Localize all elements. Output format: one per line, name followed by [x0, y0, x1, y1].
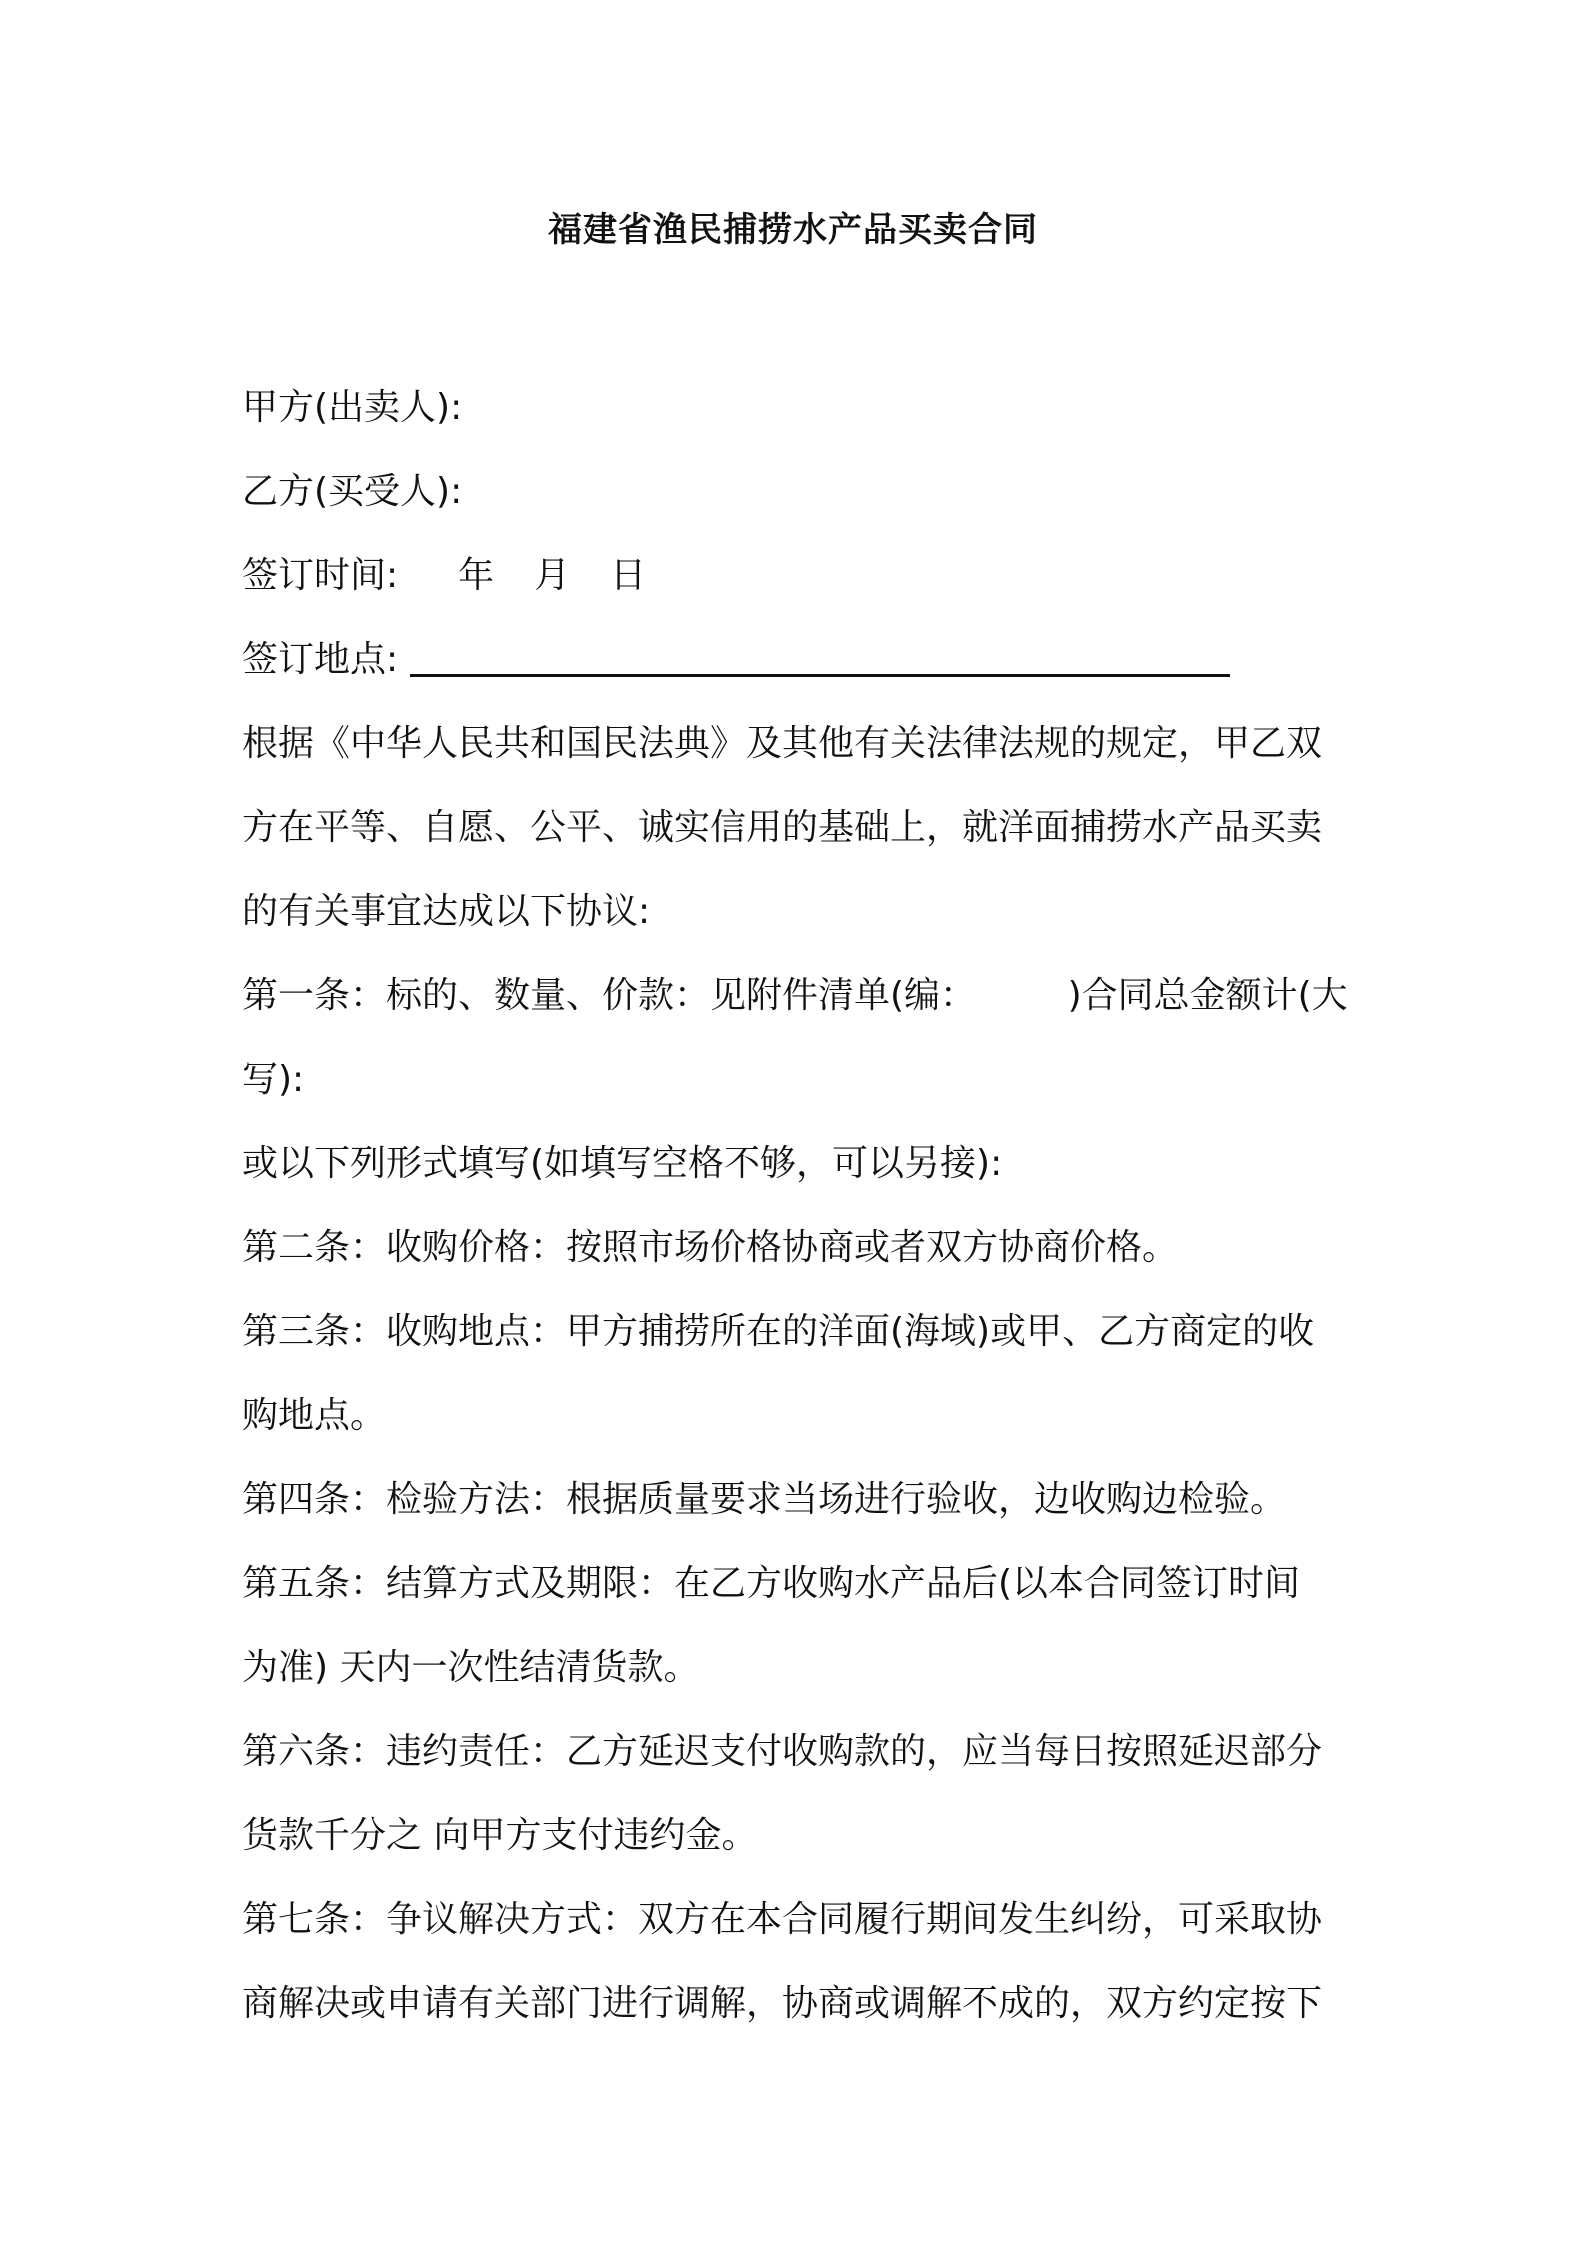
- article-5-line: 第五条：结算方式及期限：在乙方收购水产品后(以本合同签订时间: [242, 1563, 1301, 1604]
- paragraph-line: 根据《中华人民共和国民法典》及其他有关法律法规的规定，甲乙双: [242, 723, 1323, 764]
- sign-time-year: 年: [458, 555, 495, 596]
- sign-place-label: 签订地点:: [242, 639, 399, 680]
- article-3-line: 第三条：收购地点：甲方捕捞所在的洋面(海域)或甲、乙方商定的收: [242, 1311, 1315, 1352]
- fill-note-line: 或以下列形式填写(如填写空格不够，可以另接):: [242, 1143, 1003, 1184]
- article-4-line: 第四条：检验方法：根据质量要求当场进行验收，边收购边检验。: [242, 1479, 1287, 1520]
- article-7-line: 商解决或申请有关部门进行调解，协商或调解不成的，双方约定按下: [242, 1983, 1323, 2024]
- sign-time-label: 签订时间:: [242, 555, 399, 596]
- sign-place-line: [242, 618, 1356, 702]
- article-2-line: 第二条：收购价格：按照市场价格协商或者双方协商价格。: [242, 1227, 1179, 1268]
- article-5-line: 为准) 天内一次性结清货款。: [242, 1647, 700, 1688]
- sign-time-day: 日: [610, 555, 647, 596]
- article-1-line: 写):: [242, 1059, 305, 1100]
- contract-body: [242, 366, 1356, 2046]
- article-6-line: 货款千分之 向甲方支付违约金。: [242, 1815, 758, 1856]
- document-title: 福建省渔民捕捞水产品买卖合同: [548, 210, 1038, 250]
- paragraph-line: 的有关事宜达成以下协议:: [242, 891, 651, 932]
- paragraph-line: 方在平等、自愿、公平、诚实信用的基础上，就洋面捕捞水产品买卖: [242, 807, 1323, 848]
- party-b-line: 乙方(买受人):: [242, 471, 463, 512]
- sign-place-blank-underline: [410, 644, 1230, 677]
- article-3-line: 购地点。: [242, 1395, 387, 1436]
- article-6-line: 第六条：违约责任：乙方延迟支付收购款的，应当每日按照延迟部分: [242, 1731, 1323, 1772]
- sign-time-line: [242, 534, 1356, 618]
- article-1-line: 第一条：标的、数量、价款：见附件清单(编： )合同总金额计(大: [242, 975, 1348, 1016]
- article-7-line: 第七条：争议解决方式：双方在本合同履行期间发生纠纷，可采取协: [242, 1899, 1323, 1940]
- sign-time-month: 月: [534, 555, 571, 596]
- party-a-line: 甲方(出卖人):: [242, 387, 463, 428]
